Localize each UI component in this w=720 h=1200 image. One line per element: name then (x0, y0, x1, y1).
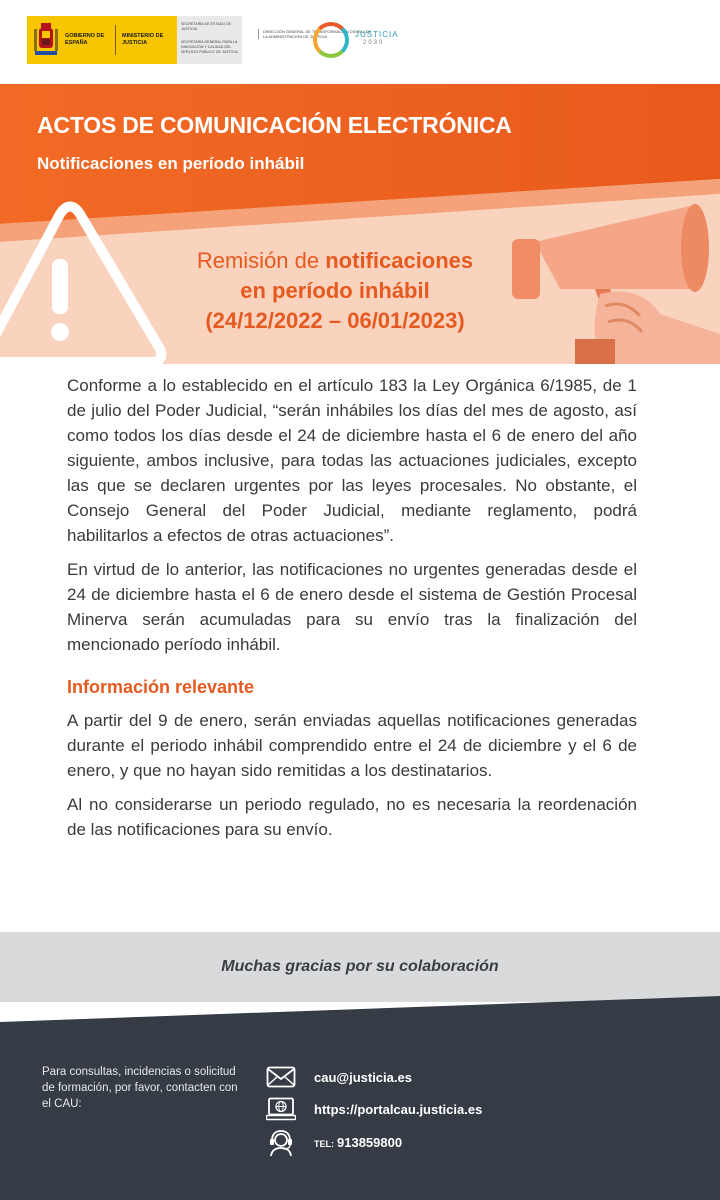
laptop-globe-icon (266, 1096, 296, 1122)
body-content (67, 373, 637, 851)
secretaria-general-label: SECRETARÍA GENERAL PARA LA INNOVACIÓN Y CALIDAD DEL SERVICIO PÚBLICO DE JUSTICIA (181, 40, 238, 54)
gov-label: GOBIERNO DE ESPAÑA (65, 33, 105, 46)
gov-yellow-panel (27, 16, 177, 64)
tel-label: TEL: (314, 1139, 334, 1149)
footer-note: Para consultas, incidencias o solicitud de formación, por favor, contacten con el CAU: (42, 1066, 238, 1110)
contact-portal[interactable] (266, 1096, 482, 1122)
paragraph-reordenacion: Al no considerarse un periodo regulado, no es necesaria la reordenación de las notificaciones para su envío. (67, 795, 637, 839)
portal-link[interactable]: https://portalcau.justicia.es (314, 1101, 483, 1117)
remision-heading (150, 246, 520, 336)
banner-subtitle: Notificaciones en período inhábil (37, 154, 305, 173)
email-link[interactable]: cau@justicia.es (314, 1069, 412, 1085)
government-logo (27, 16, 242, 64)
direccion-general-label: DIRECCIÓN GENERAL DE TRANSFORMACIÓN DIGITAL DE LA ADMINISTRACIÓN DE JUSTICIA (258, 29, 376, 39)
headset-agent-icon (266, 1130, 296, 1156)
remision-prefix: Remisión de (196, 248, 326, 273)
justicia-word: JUSTICIA (355, 30, 399, 39)
justicia-2030-logo (313, 22, 399, 58)
remision-line2: en período inhábil (240, 278, 430, 303)
gov-divider (115, 25, 116, 55)
banner-title: ACTOS DE COMUNICACIÓN ELECTRÓNICA (37, 112, 512, 138)
contact-phone[interactable] (266, 1130, 402, 1156)
remision-dates: (24/12/2022 – 06/01/2023) (205, 308, 465, 333)
ministry-label: MINISTERIO DE JUSTICIA (122, 33, 164, 46)
contact-email[interactable] (266, 1064, 412, 1090)
remision-line1 (150, 246, 520, 276)
gov-gray-panel (177, 16, 242, 64)
section-heading-informacion: Información relevante (67, 677, 255, 697)
phone-text (314, 1134, 402, 1152)
spain-crest-icon (33, 23, 59, 57)
paragraph-virtud: En virtud de lo anterior, las notificaciones no urgentes generadas desde el 24 de diciembre hasta el 6 de enero desde el sistema de Gestión Procesal Minerva serán acumuladas para su envío tras la finalización del mencionado período inhábil. (67, 560, 637, 654)
remision-bold: notificaciones (325, 248, 474, 273)
paragraph-9-enero: A partir del 9 de enero, serán enviadas aquellas notificaciones generadas durante el periodo inhábil comprendido entre el 24 de diciembre y el 6 de enero, y que no hayan sido remitidas a los destinatarios. (67, 711, 637, 780)
phone-number[interactable]: 913859800 (337, 1135, 403, 1150)
logo-bar (0, 0, 720, 84)
justicia-ring-icon (313, 22, 349, 58)
envelope-icon (266, 1064, 296, 1090)
thanks-message: Muchas gracias por su colaboración (221, 958, 499, 975)
paragraph-ley-organica: Conforme a lo establecido en el artículo 183 la Ley Orgánica 6/1985, de 1 de julio del Poder Judicial, “serán inhábiles los días del mes de agosto, así como todos los días desde el 24 de diciembre hasta el 6 de enero del año siguiente, ambos inclusive, para todas las actuaciones judiciales, excepto las que se declaren urgentes por las leyes procesales. No obstante, el Consejo General del Poder Judicial, mediante reglamento, podrá habilitarlos a efectos de otras actuaciones”. (67, 376, 637, 545)
secretaria-estado-label: SECRETARÍA DE ESTADO DE JUSTICIA (181, 22, 231, 31)
justicia-year: 2030 (363, 40, 385, 46)
